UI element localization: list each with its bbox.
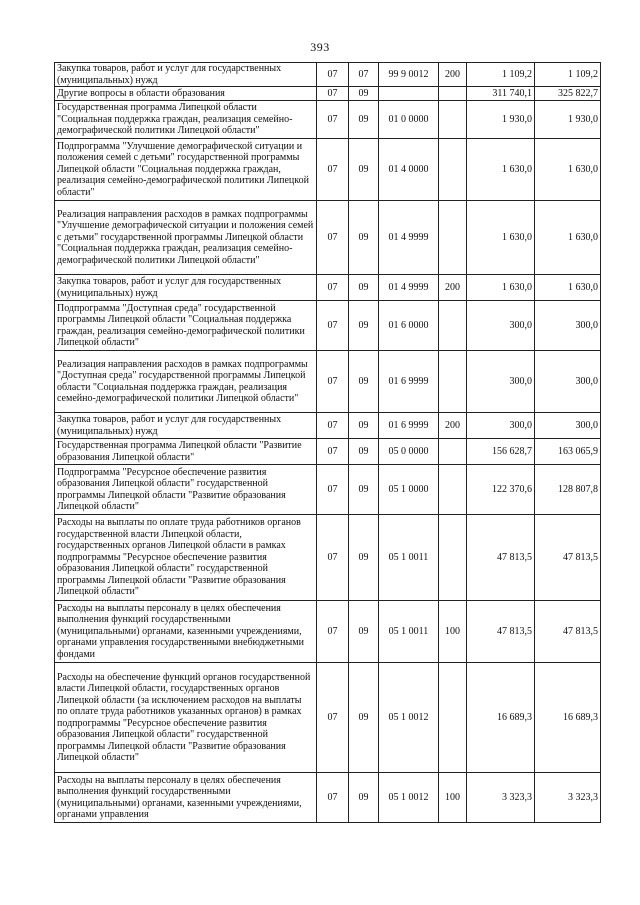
subsection-code: 09 [349, 301, 379, 351]
section-code: 07 [317, 515, 349, 601]
row-name: Государственная программа Липецкой области "Развитие образования Липецкой области" [55, 439, 317, 465]
table-row [55, 601, 601, 663]
amount-year-1: 1 630,0 [467, 275, 535, 301]
expense-type-code [439, 87, 467, 101]
row-name: Реализация направления расходов в рамках подпрограммы "Доступная среда" государственной программы Липецкой области "Социальная поддержка граждан, реализация семейно-демографической политики Липецкой области" [55, 351, 317, 413]
table-row [55, 663, 601, 773]
row-name: Закупка товаров, работ и услуг для государственных (муниципальных) нужд [55, 275, 317, 301]
amount-year-1: 300,0 [467, 301, 535, 351]
amount-year-1: 300,0 [467, 413, 535, 439]
subsection-code: 07 [349, 63, 379, 87]
section-code: 07 [317, 601, 349, 663]
expense-type-code: 100 [439, 773, 467, 823]
amount-year-2: 1 930,0 [535, 101, 601, 139]
table-row [55, 465, 601, 515]
table-row [55, 201, 601, 275]
table-row [55, 139, 601, 201]
target-code: 05 0 0000 [379, 439, 439, 465]
row-name: Подпрограмма "Ресурсное обеспечение развития образования Липецкой области" государственной программы Липецкой области "Развитие образования Липецкой области" [55, 465, 317, 515]
page-number: 393 [310, 40, 330, 54]
target-code: 01 0 0000 [379, 101, 439, 139]
section-code: 07 [317, 63, 349, 87]
amount-year-2: 300,0 [535, 301, 601, 351]
amount-year-1: 16 689,3 [467, 663, 535, 773]
table-row [55, 275, 601, 301]
subsection-code: 09 [349, 413, 379, 439]
amount-year-1: 156 628,7 [467, 439, 535, 465]
section-code: 07 [317, 465, 349, 515]
amount-year-2: 1 630,0 [535, 139, 601, 201]
amount-year-1: 1 109,2 [467, 63, 535, 87]
amount-year-2: 1 630,0 [535, 275, 601, 301]
section-code: 07 [317, 413, 349, 439]
amount-year-2: 300,0 [535, 413, 601, 439]
subsection-code: 09 [349, 601, 379, 663]
target-code: 01 4 9999 [379, 275, 439, 301]
section-code: 07 [317, 663, 349, 773]
amount-year-1: 1 630,0 [467, 201, 535, 275]
row-name: Государственная программа Липецкой области "Социальная поддержка граждан, реализация семейно-демографической политики Липецкой области" [55, 101, 317, 139]
amount-year-2: 1 630,0 [535, 201, 601, 275]
target-code: 01 6 0000 [379, 301, 439, 351]
row-name: Закупка товаров, работ и услуг для государственных (муниципальных) нужд [55, 413, 317, 439]
subsection-code: 09 [349, 439, 379, 465]
amount-year-1: 122 370,6 [467, 465, 535, 515]
section-code: 07 [317, 101, 349, 139]
amount-year-2: 47 813,5 [535, 601, 601, 663]
section-code: 07 [317, 773, 349, 823]
target-code [379, 87, 439, 101]
row-name: Другие вопросы в области образования [55, 87, 317, 101]
table-row [55, 773, 601, 823]
table-row [55, 87, 601, 101]
subsection-code: 09 [349, 351, 379, 413]
target-code: 05 1 0012 [379, 773, 439, 823]
expense-type-code [439, 465, 467, 515]
target-code: 01 4 0000 [379, 139, 439, 201]
amount-year-2: 300,0 [535, 351, 601, 413]
subsection-code: 09 [349, 201, 379, 275]
row-name: Расходы на выплаты по оплате труда работников органов государственной власти Липецкой области, государственных органов Липецкой области в рамках подпрограммы "Ресурсное обеспечение развития образования Липецкой области" государственной программы Липецкой области "Развитие образования Липецкой области" [55, 515, 317, 601]
expense-type-code [439, 101, 467, 139]
table-row [55, 439, 601, 465]
amount-year-2: 16 689,3 [535, 663, 601, 773]
expense-type-code [439, 139, 467, 201]
target-code: 01 4 9999 [379, 201, 439, 275]
section-code: 07 [317, 87, 349, 101]
amount-year-1: 47 813,5 [467, 601, 535, 663]
row-name: Расходы на выплаты персоналу в целях обеспечения выполнения функций государственными (муниципальными) органами, казенными учреждениями, органами управления государственными внебюджетными фондами [55, 601, 317, 663]
amount-year-2: 47 813,5 [535, 515, 601, 601]
amount-year-1: 1 930,0 [467, 101, 535, 139]
amount-year-2: 1 109,2 [535, 63, 601, 87]
amount-year-2: 163 065,9 [535, 439, 601, 465]
target-code: 99 9 0012 [379, 63, 439, 87]
expense-type-code: 200 [439, 63, 467, 87]
expense-type-code: 200 [439, 413, 467, 439]
amount-year-2: 325 822,7 [535, 87, 601, 101]
target-code: 05 1 0012 [379, 663, 439, 773]
expense-type-code [439, 201, 467, 275]
table-row [55, 63, 601, 87]
subsection-code: 09 [349, 663, 379, 773]
expense-type-code: 100 [439, 601, 467, 663]
section-code: 07 [317, 139, 349, 201]
row-name: Расходы на обеспечение функций органов государственной власти Липецкой области, государственных органов Липецкой области (за исключением расходов на выплаты по оплате труда работников указанных органов) в рамках подпрограммы "Ресурсное обеспечение развития образования Липецкой области" государственной программы Липецкой области "Развитие образования Липецкой области" [55, 663, 317, 773]
section-code: 07 [317, 439, 349, 465]
expense-type-code [439, 515, 467, 601]
target-code: 05 1 0000 [379, 465, 439, 515]
subsection-code: 09 [349, 275, 379, 301]
expense-type-code [439, 301, 467, 351]
amount-year-1: 1 630,0 [467, 139, 535, 201]
subsection-code: 09 [349, 87, 379, 101]
row-name: Реализация направления расходов в рамках подпрограммы "Улучшение демографической ситуации и положения семей с детьми" государственной программы Липецкой области "Социальная поддержка граждан, реализация семейно-демографической политики Липецкой области" [55, 201, 317, 275]
section-code: 07 [317, 275, 349, 301]
target-code: 01 6 9999 [379, 413, 439, 439]
table-row [55, 515, 601, 601]
budget-table [54, 62, 601, 823]
section-code: 07 [317, 301, 349, 351]
target-code: 05 1 0011 [379, 601, 439, 663]
subsection-code: 09 [349, 139, 379, 201]
expense-type-code [439, 351, 467, 413]
subsection-code: 09 [349, 465, 379, 515]
row-name: Подпрограмма "Улучшение демографической ситуации и положения семей с детьми" государственной программы Липецкой области "Социальная поддержка граждан, реализация семейно-демографической политики Липецкой области" [55, 139, 317, 201]
section-code: 07 [317, 201, 349, 275]
amount-year-1: 47 813,5 [467, 515, 535, 601]
amount-year-1: 311 740,1 [467, 87, 535, 101]
section-code: 07 [317, 351, 349, 413]
table-row [55, 101, 601, 139]
amount-year-2: 128 807,8 [535, 465, 601, 515]
table-row [55, 301, 601, 351]
expense-type-code [439, 663, 467, 773]
row-name: Закупка товаров, работ и услуг для государственных (муниципальных) нужд [55, 63, 317, 87]
amount-year-1: 300,0 [467, 351, 535, 413]
row-name: Подпрограмма "Доступная среда" государственной программы Липецкой области "Социальная поддержка граждан, реализация семейно-демографической политики Липецкой области" [55, 301, 317, 351]
subsection-code: 09 [349, 101, 379, 139]
table-row [55, 351, 601, 413]
table-row [55, 413, 601, 439]
row-name: Расходы на выплаты персоналу в целях обеспечения выполнения функций государственными (муниципальными) органами, казенными учреждениями, органами управления [55, 773, 317, 823]
subsection-code: 09 [349, 773, 379, 823]
expense-type-code [439, 439, 467, 465]
target-code: 01 6 9999 [379, 351, 439, 413]
amount-year-2: 3 323,3 [535, 773, 601, 823]
amount-year-1: 3 323,3 [467, 773, 535, 823]
expense-type-code: 200 [439, 275, 467, 301]
subsection-code: 09 [349, 515, 379, 601]
target-code: 05 1 0011 [379, 515, 439, 601]
